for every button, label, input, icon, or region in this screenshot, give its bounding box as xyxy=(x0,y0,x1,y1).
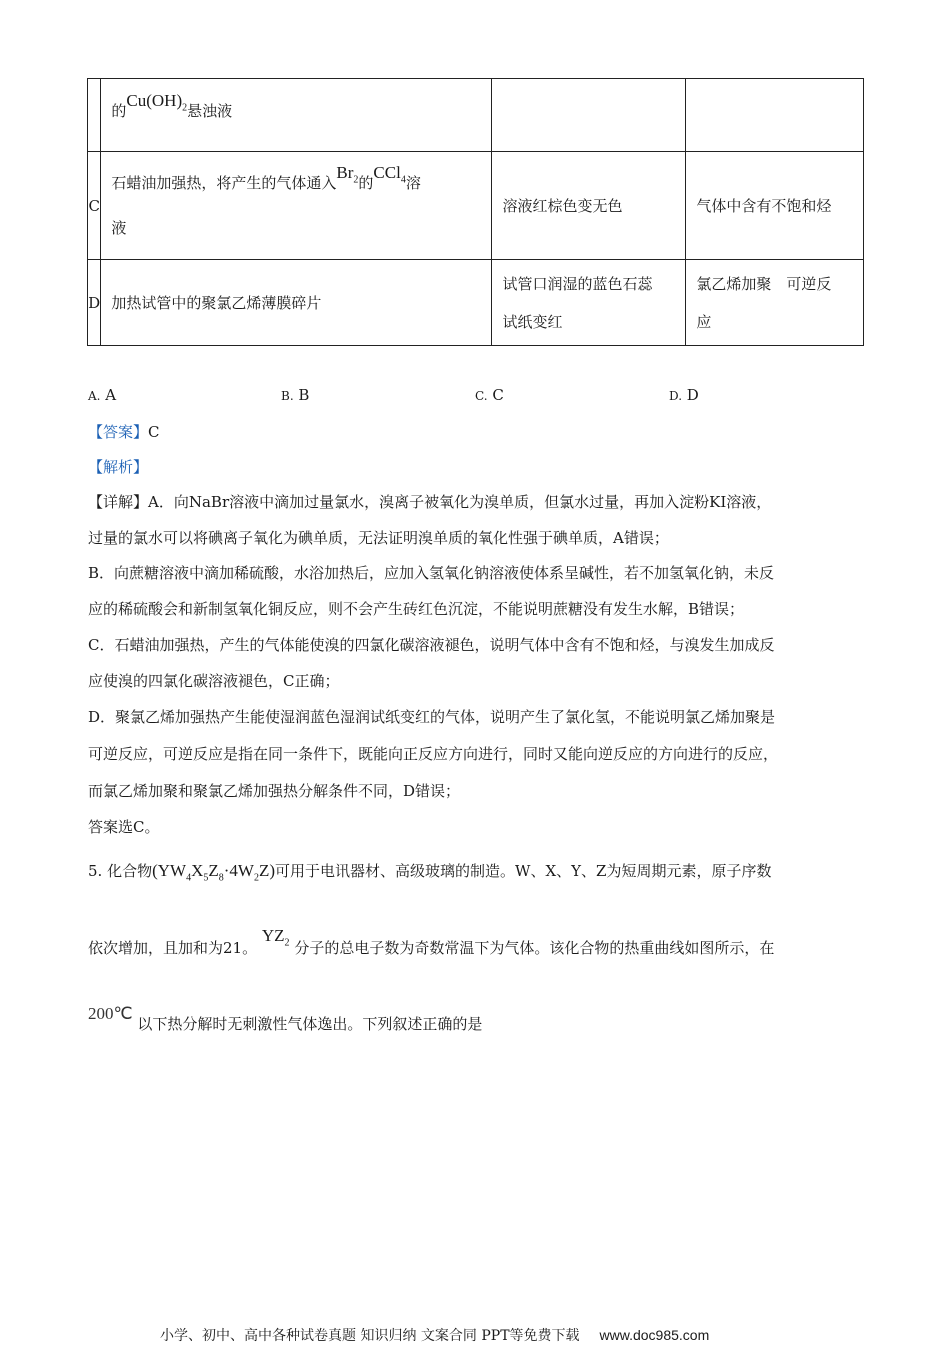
table-cell-conclusion xyxy=(686,79,864,152)
answer-value: C xyxy=(148,423,160,441)
explanation-line: D．聚氯乙烯加强热产生能使湿润蓝色湿润试纸变红的气体，说明产生了氯化氢，不能说明氯乙烯加聚是 xyxy=(88,708,776,726)
compound-formula: $(YW_4X_5Z_8\cdot 4W_2Z)$ xyxy=(152,861,276,884)
answer-line xyxy=(88,421,160,442)
option-a[interactable]: A. A xyxy=(88,386,117,404)
explanation-line: 应的稀硫酸会和新制氢氧化铜反应，则不会产生砖红色沉淀，不能说明蔗糖没有发生水解，B错误； xyxy=(88,600,745,618)
answer-tag: 【答案】 xyxy=(88,423,149,441)
table-row xyxy=(88,260,864,346)
table-cell-operation: 的$Cu(OH)_2$悬浊液 xyxy=(101,79,492,152)
explanation-line: 而氯乙烯加聚和聚氯乙烯加强热分解条件不同，D错误； xyxy=(88,782,461,800)
page-footer xyxy=(160,1325,709,1345)
question-5-line-3: 200℃ 以下热分解时无刺激性气体逸出。下列叙述正确的是 xyxy=(88,1004,483,1033)
option-b[interactable]: B. B xyxy=(281,386,310,404)
detail-tag: 【详解】 xyxy=(88,493,149,511)
table-cell-conclusion: 气体中含有不饱和烃 xyxy=(686,152,864,260)
option-d[interactable]: D. D xyxy=(669,386,699,404)
question-5-line-2: 依次增加，且加和为21。 $YZ_2$ 分子的总电子数为奇数常温下为气体。该化合物的热重曲线如图所示，在 xyxy=(88,926,775,957)
formula-br2: $Br_2$ xyxy=(336,162,359,186)
analysis-heading: 【解析】 xyxy=(88,458,149,476)
table-cell-label: D xyxy=(88,260,101,346)
table-cell-conclusion: 氯乙烯加聚 可逆反 应 xyxy=(686,260,864,346)
footer-text: 小学、初中、高中各种试卷真题 知识归纳 文案合同 PPT等免费下载 xyxy=(160,1328,580,1344)
table-cell-phenomenon: 溶液红棕色变无色 xyxy=(492,152,686,260)
question-number: 5. 化合物 xyxy=(88,862,153,880)
table-row xyxy=(88,79,864,152)
yz2-formula: $YZ_2$ xyxy=(261,926,290,949)
table-row xyxy=(88,152,864,260)
question-5-line-1: 5. 化合物$(YW_4X_5Z_8\cdot 4W_2Z)$可用于电讯器材、高级玻璃的制造。W、X、Y、Z为短周期元素，原子序数 xyxy=(88,861,772,884)
temperature-label: 200℃ xyxy=(88,1004,133,1023)
explanation-line: 过量的氯水可以将碘离子氧化为碘单质，无法证明溴单质的氧化性强于碘单质，A错误； xyxy=(88,529,669,547)
table-cell-operation: 加热试管中的聚氯乙烯薄膜碎片 xyxy=(101,260,492,346)
table-cell-label xyxy=(88,79,101,152)
table-cell-phenomenon xyxy=(492,79,686,152)
explanation-line: 可逆反应，可逆反应是指在同一条件下，既能向正反应方向进行，同时又能向逆反应的方向进行的反应， xyxy=(88,745,779,763)
formula-cuoh2: $Cu(OH)_2$ xyxy=(126,91,188,114)
formula-ccl4: CCl$_4$ xyxy=(373,162,406,186)
answer-choice-line: 答案选C。 xyxy=(88,818,160,836)
explanation-line: 【详解】A．向NaBr溶液中滴加过量氯水，溴离子被氧化为溴单质，但氯水过量，再加入淀粉KI溶液， xyxy=(88,493,772,511)
explanation-line: C．石蜡油加强热，产生的气体能使溴的四氯化碳溶液褪色，说明气体中含有不饱和烃，与溴发生加成反 xyxy=(88,636,775,654)
table-cell-label: C xyxy=(88,152,101,260)
table-cell-operation: 石蜡油加强热，将产生的气体通入$Br_2$的CCl$_4$溶 液 xyxy=(101,152,492,260)
explanation-line: B．向蔗糖溶液中滴加稀硫酸，水浴加热后，应加入氢氧化钠溶液使体系呈碱性，若不加氢氧化钠，未反 xyxy=(88,564,775,582)
experiment-table xyxy=(87,78,864,346)
explanation-line: 应使溴的四氯化碳溶液褪色，C正确； xyxy=(88,672,340,690)
option-c[interactable]: C. C xyxy=(475,386,504,404)
table-cell-phenomenon: 试管口润湿的蓝色石蕊 试纸变红 xyxy=(492,260,686,346)
footer-url[interactable]: www.doc985.com xyxy=(599,1327,710,1343)
